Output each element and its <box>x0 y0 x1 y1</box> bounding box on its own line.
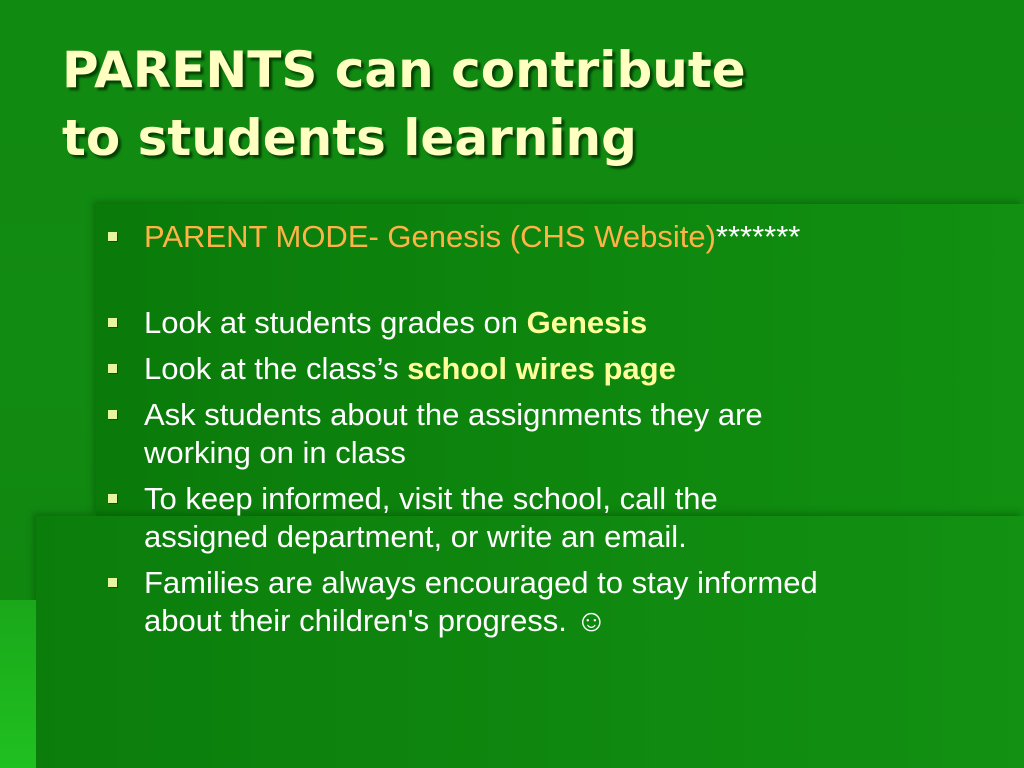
bullet-text-line-2: working on in class <box>144 435 406 470</box>
bullet-list <box>106 218 986 648</box>
smiley-icon: ☺ <box>575 603 608 638</box>
square-bullet-icon <box>108 578 117 587</box>
bullet-text: Look at the class’s <box>144 351 408 386</box>
bullet-text-line-1: To keep informed, visit the school, call the <box>144 481 718 516</box>
decorative-left-strip <box>0 600 36 768</box>
parent-mode-link-text: PARENT MODE- Genesis (CHS Website) <box>144 219 716 254</box>
square-bullet-icon <box>108 364 117 373</box>
bullet-item-ask-students <box>106 396 986 472</box>
asterisks-text: ******* <box>715 219 801 254</box>
slide-title-line-1: PARENTS can contribute <box>62 41 746 99</box>
square-bullet-icon <box>108 318 117 327</box>
bullet-item-grades <box>106 304 986 342</box>
slide-title <box>62 36 982 172</box>
bullet-text-line-1: Families are always encouraged to stay informed <box>144 565 818 600</box>
bullet-item-parent-mode <box>106 218 986 256</box>
square-bullet-icon <box>108 232 117 241</box>
square-bullet-icon <box>108 410 117 419</box>
highlight-genesis: Genesis <box>526 305 648 340</box>
bullet-item-families <box>106 564 986 640</box>
bullet-item-school-wires <box>106 350 986 388</box>
slide-title-line-2: to students learning <box>62 109 637 167</box>
bullet-text: Look at students grades on <box>144 305 527 340</box>
bullet-text-line-2: assigned department, or write an email. <box>144 519 687 554</box>
bullet-text-line-2: about their children's progress. <box>144 603 576 638</box>
bullet-item-keep-informed <box>106 480 986 556</box>
square-bullet-icon <box>108 494 117 503</box>
highlight-school-wires-page: school wires page <box>407 351 676 386</box>
bullet-text-line-1: Ask students about the assignments they are <box>144 397 763 432</box>
